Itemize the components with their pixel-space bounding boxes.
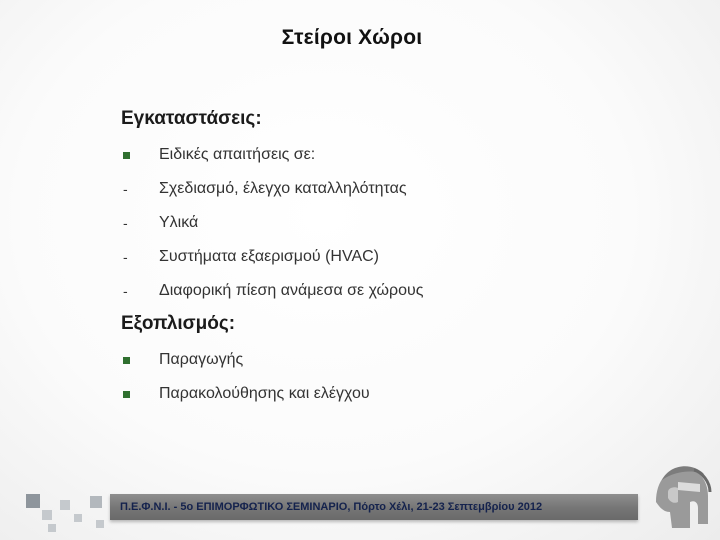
list-item-text: Ειδικές απαιτήσεις σε: [159, 146, 316, 163]
dash-bullet: - [123, 249, 128, 265]
dash-bullet: - [123, 283, 128, 299]
list-item-text: Υλικά [159, 214, 199, 231]
list-item [121, 274, 681, 308]
decor-square [48, 524, 56, 532]
square-bullet-icon [123, 391, 130, 398]
slide-content [121, 106, 681, 411]
list-item [121, 343, 681, 377]
footer-text: Π.Ε.Φ.Ν.Ι. - 5ο ΕΠΙΜΟΡΦΩΤΙΚΟ ΣΕΜΙΝΑΡΙΟ, Πόρτο Χέλι, 21-23 Σεπτεμβρίου 2012 [120, 501, 543, 513]
list-item [121, 206, 681, 240]
dash-bullet: - [123, 215, 128, 231]
decor-square [96, 520, 104, 528]
square-bullet-icon [123, 357, 130, 364]
section-heading-equipment: Εξοπλισμός: [121, 313, 236, 334]
list-item-text: Παρακολούθησης και ελέγχου [159, 385, 370, 402]
slide-title: Στείροι Χώροι [281, 26, 423, 49]
square-bullet-icon [123, 152, 130, 159]
decor-square [42, 510, 52, 520]
list-item-text: Παραγωγής [159, 351, 244, 368]
list-item-text: Διαφορική πίεση ανάμεσα σε χώρους [159, 282, 424, 299]
decor-square [26, 494, 40, 508]
list-item [121, 240, 681, 274]
spartan-helmet-icon [648, 462, 714, 534]
list-item-text: Σχεδιασμό, έλεγχο καταλληλότητας [159, 180, 407, 197]
list-item [121, 172, 681, 206]
list-item [121, 138, 681, 172]
section-heading-facilities: Εγκαταστάσεις: [121, 108, 262, 129]
decor-square [90, 496, 102, 508]
decor-square [60, 500, 70, 510]
list-item-text: Συστήματα εξαερισμού (HVAC) [159, 248, 380, 265]
decor-square [74, 514, 82, 522]
dash-bullet: - [123, 181, 128, 197]
list-item [121, 377, 681, 411]
